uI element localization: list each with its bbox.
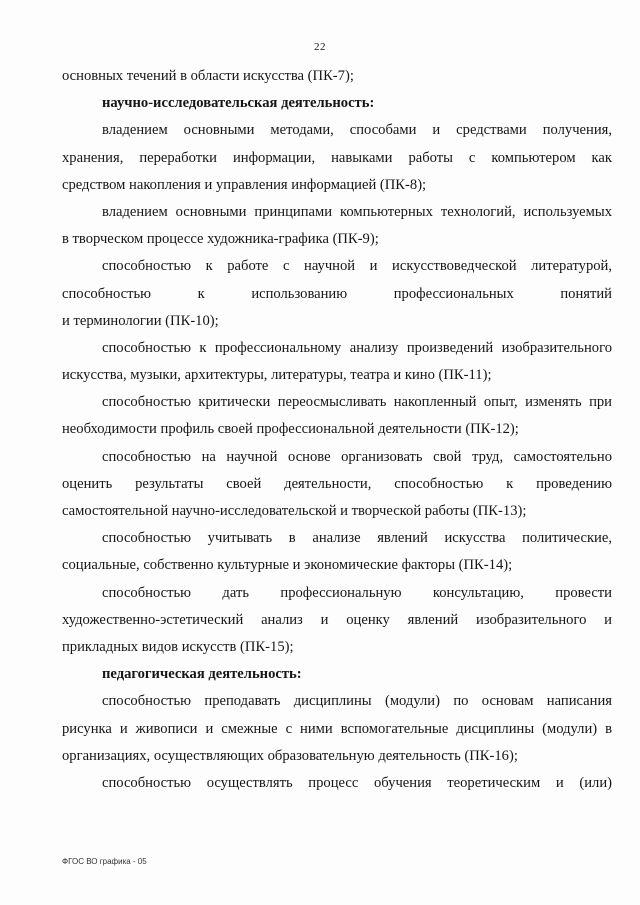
- text-line: хранения, переработки информации, навыками работы с компьютером как: [62, 149, 612, 166]
- body-text: [62, 63, 612, 797]
- section-heading: педагогическая деятельность:: [102, 666, 302, 683]
- text-line: рисунка и живописи и смежные с ними вспомогательные дисциплины (модули) в: [62, 720, 612, 737]
- text-line: основных течений в области искусства (ПК-7);: [62, 68, 354, 84]
- text-line: способностью к профессиональному анализу произведений изобразительного: [102, 339, 612, 356]
- text-line: необходимости профиль своей профессиональной деятельности (ПК-12);: [62, 421, 519, 438]
- text-line: искусства, музыки, архитектуры, литературы, театра и кино (ПК-11);: [62, 367, 492, 384]
- text-line: в творческом процессе художника-графика (ПК-9);: [62, 231, 379, 248]
- text-line: владением основными методами, способами и средствами получения,: [102, 122, 612, 139]
- text-line: социальные, собственно культурные и экономические факторы (ПК-14);: [62, 557, 513, 574]
- text-line: способностью преподавать дисциплины (модули) по основам написания: [102, 693, 612, 710]
- text-line: способностью на научной основе организовать свой труд, самостоятельно: [102, 448, 612, 465]
- text-line: оценить результаты своей деятельности, способностью к проведению: [62, 475, 612, 492]
- text-line: способностью дать профессиональную консультацию, провести: [102, 584, 612, 601]
- page-number: 22: [314, 41, 326, 53]
- text-line: средством накопления и управления информацией (ПК-8);: [62, 176, 427, 193]
- text-line: владением основными принципами компьютерных технологий, используемых: [102, 203, 612, 220]
- text-line: самостоятельной научно-исследовательской и творческой работы (ПК-13);: [62, 503, 527, 519]
- text-line: способностью к работе с научной и искусствоведческой литературой,: [102, 258, 612, 275]
- text-line: прикладных видов искусств (ПК-15);: [62, 638, 294, 655]
- text-line: и терминологии (ПК-10);: [62, 312, 219, 329]
- text-line: способностью учитывать в анализе явлений искусства политические,: [102, 530, 612, 547]
- section-heading: научно-исследовательская деятельность:: [102, 95, 375, 112]
- text-line: способностью к использованию профессиональных понятий: [62, 285, 612, 302]
- text-line: способностью критически переосмысливать накопленный опыт, изменять при: [102, 394, 612, 411]
- text-line: художественно-эстетический анализ и оценку явлений изобразительного и: [62, 611, 612, 628]
- text-line: организациях, осуществляющих образовательную деятельность (ПК-16);: [62, 747, 518, 764]
- text-line: способностью осуществлять процесс обучения теоретическим и (или): [102, 774, 612, 791]
- footer-label: ФГОС ВО графика - 05: [62, 857, 147, 866]
